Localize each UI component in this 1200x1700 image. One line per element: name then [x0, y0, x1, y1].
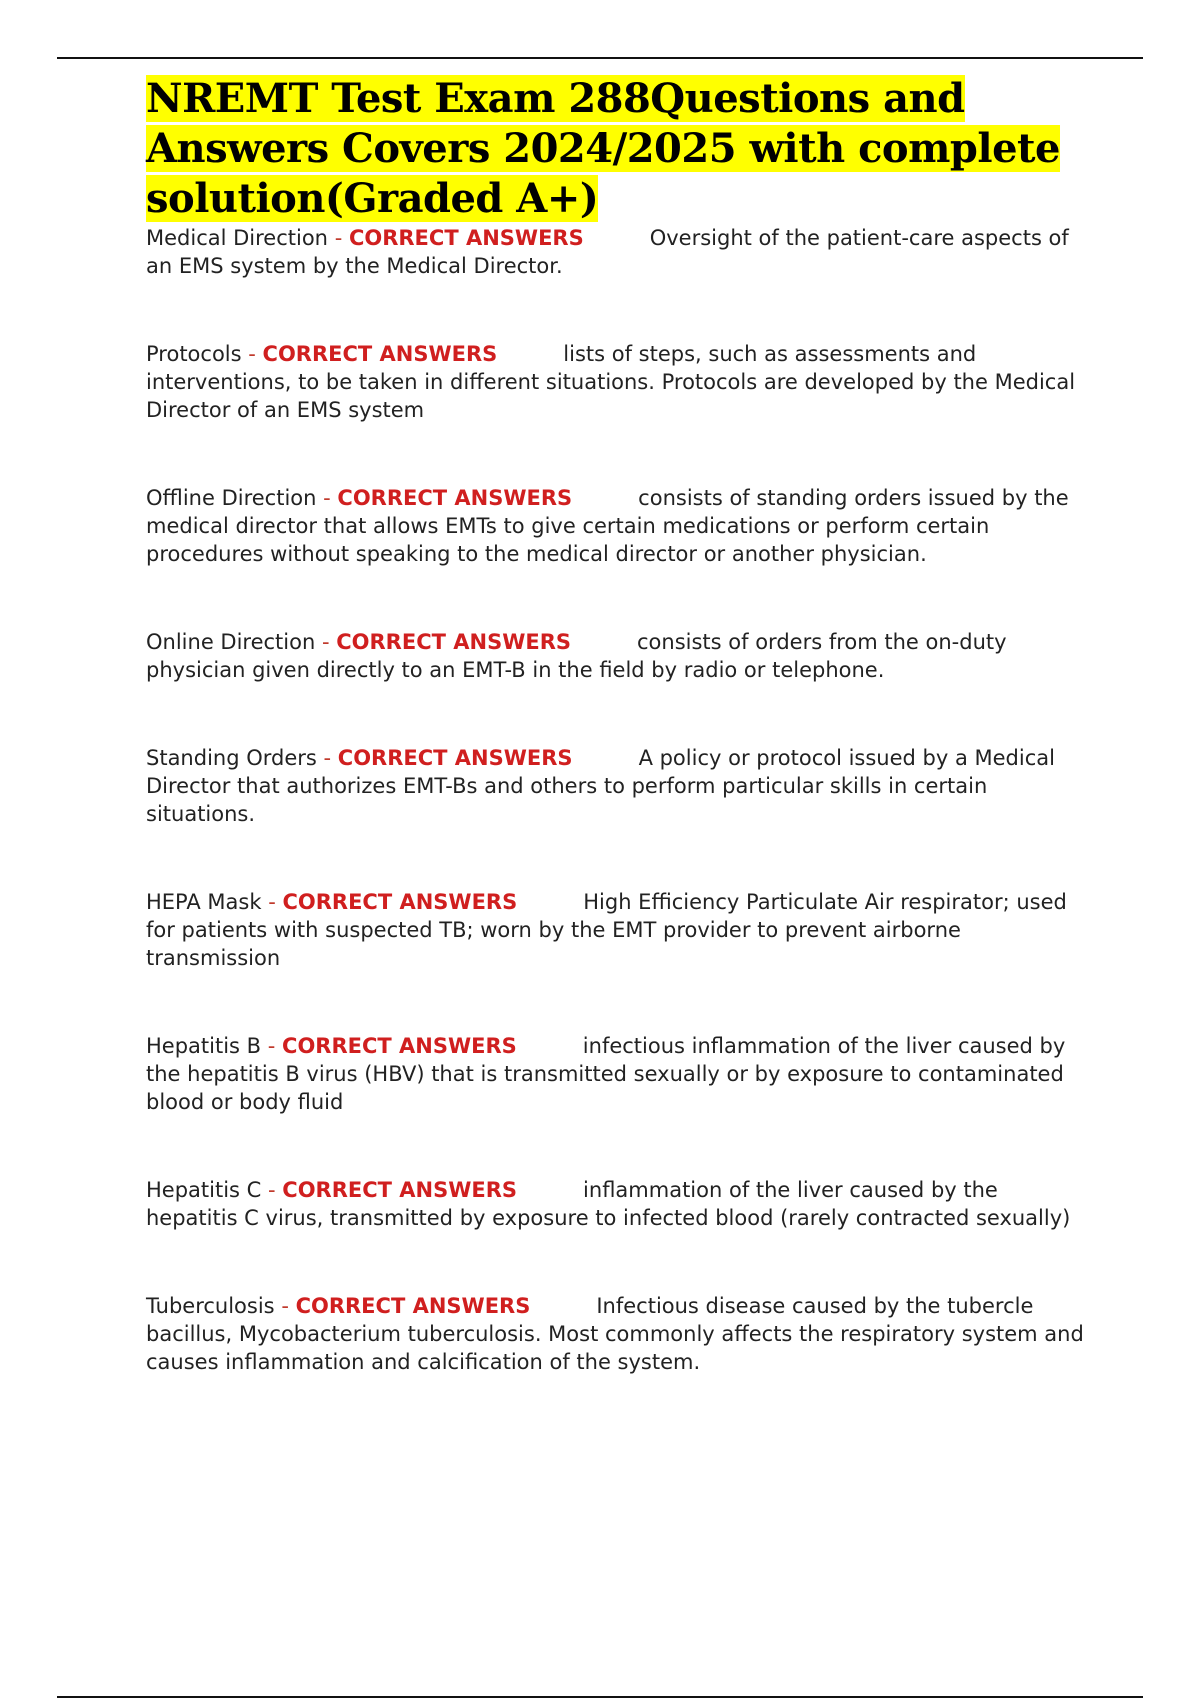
entry-definition: A policy or protocol issued by a Medical Director that authorizes EMT-Bs and others to perform particular skills in certain situations. — [146, 746, 1055, 826]
qa-entry — [146, 224, 1096, 280]
qa-entry — [146, 340, 1096, 424]
entry-term: Online Direction — [146, 630, 316, 654]
entry-separator: - — [323, 746, 332, 770]
qa-entry — [146, 628, 1096, 684]
entry-definition: Infectious disease caused by the tubercle bacillus, Mycobacterium tuberculosis. Most commonly affects the respiratory system and causes inflammation and calcification of the system. — [146, 1294, 1084, 1374]
entry-definition: infectious inflammation of the liver caused by the hepatitis B virus (HBV) that is transmitted sexually or by exposure to contaminated blood or body fluid — [146, 1034, 1066, 1114]
entry-term: Hepatitis C — [146, 1178, 262, 1202]
entry-term: Standing Orders — [146, 746, 317, 770]
entry-term: Tuberculosis — [146, 1294, 275, 1318]
title-highlight: NREMT Test Exam 288Questions and Answers Covers 2024/2025 with complete solution(Graded A+) — [146, 75, 1060, 222]
entry-term: Hepatitis B — [146, 1034, 262, 1058]
entry-definition: consists of standing orders issued by the medical director that allows EMTs to give certain medications or perform certain procedures without speaking to the medical director or another physician. — [146, 486, 1069, 566]
entry-separator: - — [248, 342, 256, 366]
top-rule — [57, 57, 1143, 59]
correct-answers-label: CORRECT ANSWERS — [295, 1294, 531, 1318]
entry-term: Medical Direction — [146, 226, 328, 250]
entry-definition: inflammation of the liver caused by the hepatitis C virus, transmitted by exposure to infected blood (rarely contracted sexually) — [146, 1178, 1071, 1230]
correct-answers-label: CORRECT ANSWERS — [348, 226, 584, 250]
entry-definition: High Efficiency Particulate Air respirator; used for patients with suspected TB; worn by the EMT provider to prevent airborne transmission — [146, 890, 1067, 970]
bottom-rule — [57, 1696, 1143, 1698]
qa-list — [146, 224, 1096, 1376]
entry-separator: - — [268, 1178, 276, 1202]
document-body — [146, 74, 1096, 1436]
qa-entry — [146, 484, 1096, 568]
correct-answers-label: CORRECT ANSWERS — [336, 630, 572, 654]
entry-separator: - — [323, 486, 331, 510]
correct-answers-label: CORRECT ANSWERS — [282, 1034, 517, 1058]
entry-separator: - — [334, 226, 343, 250]
entry-definition: consists of orders from the on-duty physician given directly to an EMT-B in the field by radio or telephone. — [146, 630, 1007, 682]
correct-answers-label: CORRECT ANSWERS — [282, 1178, 518, 1202]
entry-term: Protocols — [146, 342, 242, 366]
document-title — [146, 74, 1096, 224]
qa-entry — [146, 1292, 1096, 1376]
entry-term: HEPA Mask — [146, 890, 262, 914]
entry-term: Offline Direction — [146, 486, 317, 510]
correct-answers-label: CORRECT ANSWERS — [262, 342, 498, 366]
correct-answers-label: CORRECT ANSWERS — [282, 890, 518, 914]
entry-separator: - — [321, 630, 330, 654]
entry-separator: - — [281, 1294, 289, 1318]
qa-entry — [146, 888, 1096, 972]
entry-separator: - — [267, 1034, 276, 1058]
qa-entry — [146, 1176, 1096, 1232]
entry-definition: lists of steps, such as assessments and interventions, to be taken in different situations. Protocols are developed by the Medical Director of an EMS system — [146, 342, 1076, 422]
entry-definition: Oversight of the patient-care aspects of an EMS system by the Medical Director. — [146, 226, 1069, 278]
correct-answers-label: CORRECT ANSWERS — [337, 746, 573, 770]
qa-entry — [146, 744, 1096, 828]
correct-answers-label: CORRECT ANSWERS — [337, 486, 573, 510]
qa-entry — [146, 1032, 1096, 1116]
entry-separator: - — [268, 890, 276, 914]
